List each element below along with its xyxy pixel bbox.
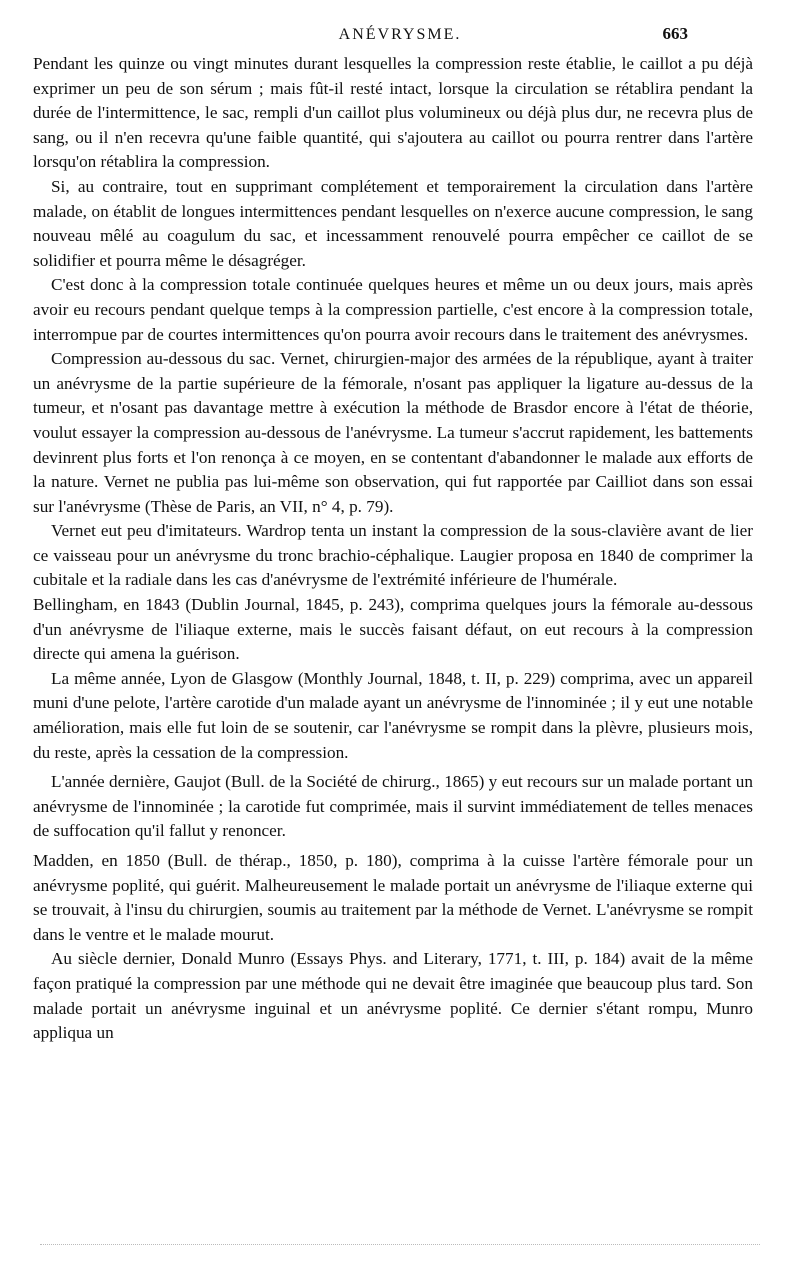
body-text <box>33 52 753 1046</box>
paragraph: Au siècle dernier, Donald Munro (Essays Phys. and Literary, 1771, t. III, p. 184) avait de la même façon pratiqué la compression par une méthode qui ne devait être imaginée que beaucoup plus tard. Son malade portait un anévrysme inguinal et un anévrysme poplité. Ce dernier s'étant rompu, Munro appliqua un <box>33 949 753 1043</box>
paragraph: Bellingham, en 1843 (Dublin Journal, 1845, p. 243), comprima quelques jours la fémorale au-dessous d'un anévrysme de l'iliaque externe, mais le succès faisant défaut, on eut recours à la compression directe qui amena la guérison. <box>33 595 753 664</box>
paragraph: Madden, en 1850 (Bull. de thérap., 1850, p. 180), comprima à la cuisse l'artère fémorale pour un anévrysme poplité, qui guérit. Malheureusement le malade portait un anévrysme de l'iliaque externe qui se trouvait, à l'insu du chirurgien, soumis au traitement par la méthode de Vernet. L'anévrysme se rompit dans le ventre et le malade mourut. <box>33 851 753 944</box>
paragraph: C'est donc à la compression totale continuée quelques heures et même un ou deux jours, mais après avoir eu recours pendant quelque temps à la compression partielle, c'est encore à la compression totale, interrompue par de courtes intermittences qu'on pourra avoir recours dans le traitement des anévrysmes. <box>33 275 753 344</box>
paragraph: Pendant les quinze ou vingt minutes durant lesquelles la compression reste établie, le caillot a pu déjà exprimer un peu de son sérum ; mais fût-il resté intact, lorsque la circulation se rétablira pendant la durée de l'intermittence, le sac, rempli d'un caillot plus volumineux ou déjà plus dur, ne recevra plus de sang, ou il n'en recevra qu'une faible quantité, qui s'ajoutera au caillot ou pourra rentrer dans l'artère lorsqu'on rétablira la compression. <box>33 54 753 172</box>
paragraph: Compression au-dessous du sac. Vernet, chirurgien-major des armées de la république, ayant à traiter un anévrysme de la partie supérieure de la fémorale, n'osant pas appliquer la ligature au-dessus de la tumeur, et n'osant pas davantage mettre à exécution la méthode de Brasdor encore à l'état de théorie, voulut essayer la compression au-dessous de l'anévrysme. La tumeur s'accrut rapidement, les battements devinrent plus forts et l'on renonça à ce moyen, en se contentant d'abandonner le malade aux efforts de la nature. Vernet ne publia pas lui-même son observation, qui fut rapportée par Cailliot dans son essai sur l'anévrysme (Thèse de Paris, an VII, n° 4, p. 79). <box>33 349 753 516</box>
bottom-rule <box>40 1244 760 1245</box>
paragraph: Vernet eut peu d'imitateurs. Wardrop tenta un instant la compression de la sous-clavière avant de lier ce vaisseau pour un anévrysme du tronc brachio-céphalique. Laugier proposa en 1840 de comprimer la cubitale et la radiale dans les cas d'anévrysme de l'extrémité inférieure de l'humérale. <box>33 521 753 590</box>
paragraph: La même année, Lyon de Glasgow (Monthly Journal, 1848, t. II, p. 229) comprima, avec un appareil muni d'une pelote, l'artère carotide d'un malade ayant un anévrysme de l'innominée ; il y eut une notable amélioration, mais elle fut loin de se soutenir, car l'anévrysme se rompit dans la plèvre, plusieurs mois, du reste, après la cessation de la compression. <box>33 668 753 762</box>
paragraph: L'année dernière, Gaujot (Bull. de la Société de chirurg., 1865) y eut recours sur un malade portant un anévrysme de l'innominée ; la carotide fut comprimée, mais il survint immédiatement de telles menaces de suffocation qu'il fallut y renoncer. <box>33 772 753 841</box>
page-number: 663 <box>662 24 688 43</box>
paragraph: Si, au contraire, tout en supprimant complétement et temporairement la circulation dans l'artère malade, on établit de longues intermittences pendant lesquelles on n'exerce aucune compression, le sang nouveau mêlé au coagulum du sac, et incessamment renouvelé pourra empêcher ce caillot de se solidifier et pourra même le désagréger. <box>33 176 753 270</box>
running-title: ANÉVRYSME. <box>338 26 462 43</box>
